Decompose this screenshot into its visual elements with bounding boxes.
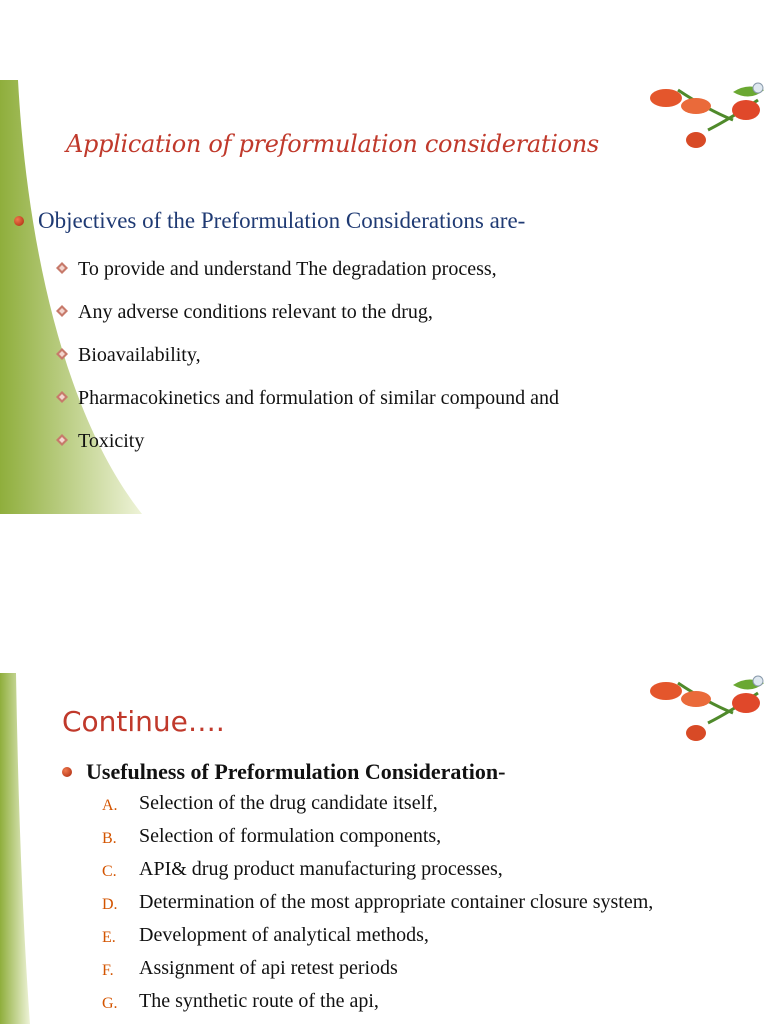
list-item: Bioavailability, [56,344,559,387]
usefulness-heading: Usefulness of Preformulation Consideration- [62,759,505,785]
list-item: A. Selection of the drug candidate itself, [102,792,438,814]
diamond-bullet-icon [56,391,68,403]
list-item: F. Assignment of api retest periods [102,957,398,979]
round-bullet-icon [62,767,72,777]
flower-decoration-icon [638,80,768,160]
slide-1 [0,80,768,514]
list-item: C. API& drug product manufacturing processes, [102,858,503,880]
diamond-bullet-icon [56,348,68,360]
list-item: D. Determination of the most appropriate container closure system, [102,891,654,913]
round-bullet-icon [14,216,24,226]
list-item: Any adverse conditions relevant to the drug, [56,301,559,344]
green-swoosh-decoration [0,673,40,1024]
list-item: G. The synthetic route of the api, [102,990,379,1012]
list-item: Pharmacokinetics and formulation of similar compound and [56,387,559,430]
list-item: B. Selection of formulation components, [102,825,442,847]
slide-2 [0,673,768,1024]
flower-decoration-icon [638,673,768,753]
objectives-list [56,258,559,473]
slide-title: Continue…. [62,705,225,738]
diamond-bullet-icon [56,434,68,446]
diamond-bullet-icon [56,262,68,274]
list-item: E. Development of analytical methods, [102,924,429,946]
slide-title: Application of preformulation considerations [66,130,599,158]
diamond-bullet-icon [56,305,68,317]
objectives-heading: Objectives of the Preformulation Considerations are- [14,208,525,234]
usefulness-list [102,791,659,1022]
list-item: Toxicity [56,430,559,473]
list-item: To provide and understand The degradation process, [56,258,559,301]
